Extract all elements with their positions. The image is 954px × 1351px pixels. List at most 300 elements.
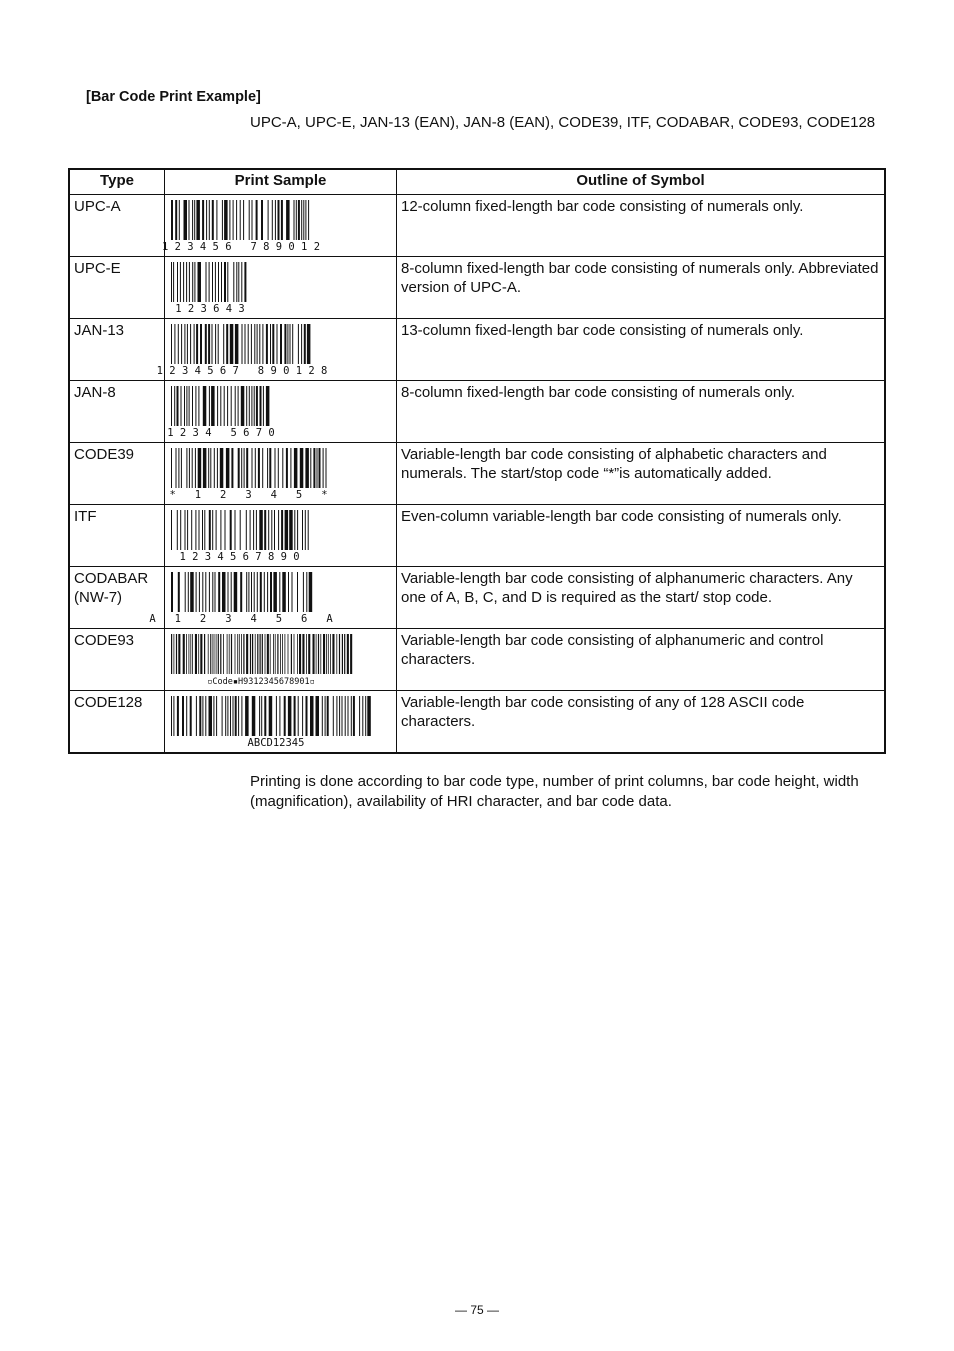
barcode-bar — [227, 262, 228, 302]
barcode-bar — [277, 324, 278, 364]
barcode-bar — [302, 510, 303, 550]
barcode-bar — [294, 448, 298, 488]
barcode-bar — [278, 200, 280, 240]
barcode-bar — [288, 696, 292, 736]
section-heading: [Bar Code Print Example] — [86, 89, 261, 105]
barcode-bar — [220, 448, 224, 488]
barcode-bar — [353, 696, 355, 736]
barcode-bar — [303, 200, 304, 240]
barcode-bar — [365, 696, 366, 736]
barcode-bar — [209, 262, 210, 302]
barcode-bar — [257, 324, 258, 364]
barcode-bar — [241, 262, 242, 302]
print-sample-cell — [156, 319, 397, 381]
barcode-bar — [204, 510, 205, 550]
barcode-bar — [244, 448, 245, 488]
barcode-bar — [249, 386, 250, 426]
barcode-bar — [212, 510, 213, 550]
barcode-bar — [195, 386, 196, 426]
barcode-bar — [184, 324, 185, 364]
barcode-bar — [296, 200, 297, 240]
barcode-image — [171, 260, 390, 314]
barcode-bar — [202, 696, 203, 736]
table-row — [69, 629, 885, 691]
barcode-image — [149, 570, 390, 625]
barcode-bar — [255, 448, 256, 488]
print-description: Printing is done according to bar code type, number of print columns, bar code height, width (magnification), availability of HRI character, and bar code data. — [250, 773, 859, 810]
barcode-bar — [240, 200, 241, 240]
barcode-bar — [185, 510, 186, 550]
barcode-bar — [252, 200, 253, 240]
barcode-bar — [301, 324, 302, 364]
barcode-bar — [241, 696, 242, 736]
barcode-bar — [253, 510, 254, 550]
barcode-bar — [208, 634, 209, 674]
barcode-bar — [310, 696, 314, 736]
barcode-bar — [180, 262, 181, 302]
barcode-bar — [285, 510, 289, 550]
barcode-bar — [228, 572, 229, 612]
print-sample-cell — [165, 691, 397, 754]
hri-text: ABCD12345 — [247, 737, 305, 749]
barcode-bar — [203, 386, 207, 426]
table-row — [69, 195, 885, 257]
type-cell: CODABAR (NW-7) — [69, 567, 165, 629]
print-sample-cell — [149, 567, 397, 629]
barcode-bar — [304, 324, 306, 364]
barcode-bar — [261, 696, 262, 736]
hri-text: 1 2 3 4 5 6 7 8 9 0 1 2 8 — [156, 365, 328, 377]
barcode-bar — [199, 572, 200, 612]
barcode-bar — [221, 262, 222, 302]
barcode-bar — [206, 200, 207, 240]
barcode-bar — [252, 634, 253, 674]
page-number: — 75 — — [454, 1303, 499, 1317]
print-sample-cell — [165, 257, 397, 319]
barcode-bar — [227, 634, 228, 674]
outline-cell: Variable-length bar code consisting of alphanumeric and control characters. — [397, 629, 886, 691]
barcode-bar — [272, 200, 273, 240]
barcode-bar — [173, 696, 174, 736]
type-cell: JAN-13 — [69, 319, 165, 381]
table-row — [69, 691, 885, 754]
barcode-bar — [306, 634, 307, 674]
barcode-bar — [176, 634, 177, 674]
barcode-bar — [175, 200, 177, 240]
barcode-bar — [277, 634, 278, 674]
barcode-bar — [208, 324, 210, 364]
barcode-bar — [214, 448, 215, 488]
barcode-bar — [178, 324, 179, 364]
barcode-bar — [261, 200, 263, 240]
barcode-image — [171, 632, 390, 686]
barcode-bar — [310, 448, 311, 488]
barcode-bar — [325, 696, 326, 736]
barcode-bar — [231, 386, 232, 426]
barcode-bar — [313, 634, 315, 674]
barcode-bar — [336, 634, 337, 674]
barcode-bar — [238, 262, 239, 302]
barcode-bar — [276, 696, 277, 736]
barcode-bar — [213, 696, 214, 736]
barcode-bar — [192, 262, 193, 302]
barcode-bar — [236, 200, 237, 240]
barcode-bar — [260, 634, 261, 674]
barcode-bar — [271, 510, 272, 550]
barcode-bar — [194, 324, 195, 364]
hri-text: 1 2 3 4 5 6 7 8 9 0 — [179, 551, 300, 563]
barcode-bar — [217, 448, 218, 488]
type-cell: UPC-E — [69, 257, 165, 319]
print-sample-cell — [161, 195, 397, 257]
hri-text: 1 2 3 4 5 6 7 8 9 0 1 2 — [161, 241, 321, 253]
barcode-bar — [362, 696, 363, 736]
barcode-bar — [256, 200, 258, 240]
barcode-bar — [306, 696, 308, 736]
barcode-bar — [286, 448, 288, 488]
barcode-bar — [196, 572, 197, 612]
barcode-bar — [200, 634, 202, 674]
barcode-bar — [269, 448, 271, 488]
barcode-bar — [216, 634, 217, 674]
barcode-bar — [243, 634, 244, 674]
barcode-bar — [239, 634, 240, 674]
barcode-bar — [289, 510, 293, 550]
barcode-bar — [235, 510, 236, 550]
barcode-bar — [236, 262, 237, 302]
barcode-bar — [270, 634, 271, 674]
barcode-bar — [342, 696, 343, 736]
barcode-bar — [235, 324, 239, 364]
barcode-bar — [225, 696, 226, 736]
barcode-bar — [246, 510, 247, 550]
barcode-bar — [177, 696, 179, 736]
barcode-bar — [282, 448, 283, 488]
barcode-bar — [171, 448, 172, 488]
barcode-bar — [275, 448, 276, 488]
barcode-bar — [218, 572, 220, 612]
barcode-bar — [246, 386, 247, 426]
barcode-bar — [216, 696, 217, 736]
barcode-bar — [218, 634, 219, 674]
barcode-bar — [212, 572, 213, 612]
type-cell: CODE128 — [69, 691, 165, 754]
barcode-bar — [252, 696, 256, 736]
barcode-bar — [256, 386, 258, 426]
type-cell: ITF — [69, 505, 165, 567]
barcode-bar — [269, 696, 273, 736]
barcode-bar — [288, 634, 289, 674]
barcode-bar — [179, 200, 180, 240]
barcode-bar — [326, 634, 327, 674]
barcode-bar — [284, 696, 286, 736]
barcode-bar — [202, 510, 203, 550]
barcode-bar — [212, 634, 213, 674]
barcode-bar — [195, 634, 197, 674]
barcode-bar — [196, 696, 197, 736]
barcode-bar — [222, 200, 223, 240]
barcode-bar — [308, 510, 309, 550]
barcode-bar — [220, 510, 221, 550]
barcode-table — [68, 168, 886, 754]
barcode-bar — [286, 200, 290, 240]
barcode-bar — [292, 324, 293, 364]
barcode-bar — [178, 572, 180, 612]
barcode-bar — [215, 324, 216, 364]
barcode-bar — [288, 572, 289, 612]
barcode-bar — [216, 510, 217, 550]
barcode-bar — [183, 634, 185, 674]
barcode-bar — [174, 386, 175, 426]
hri-text: * 1 2 3 4 5 * — [169, 489, 328, 501]
barcode-bar — [181, 324, 182, 364]
barcode-bar — [294, 510, 295, 550]
barcode-bar — [246, 634, 248, 674]
barcode-bar — [342, 634, 343, 674]
barcode-image — [156, 322, 390, 377]
barcode-bar — [285, 634, 286, 674]
table-header-row — [69, 169, 885, 195]
barcode-bar — [278, 510, 279, 550]
outline-cell: 8-column fixed-length bar code consisting of numerals only. Abbreviated version of UPC-A. — [397, 257, 886, 319]
barcode-bar — [218, 262, 219, 302]
barcode-bar — [174, 324, 175, 364]
barcode-bar — [178, 448, 179, 488]
barcode-bar — [323, 634, 325, 674]
barcode-bar — [230, 696, 231, 736]
barcode-bar — [278, 448, 279, 488]
barcode-bar — [275, 634, 276, 674]
barcode-bar — [241, 386, 245, 426]
barcode-bar — [245, 696, 249, 736]
barcode-bar — [198, 634, 199, 674]
barcode-bar — [224, 386, 225, 426]
barcode-bar — [220, 634, 221, 674]
barcode-bar — [336, 696, 337, 736]
barcode-bar — [243, 200, 244, 240]
barcode-bar — [171, 386, 172, 426]
barcode-bar — [303, 572, 304, 612]
barcode-bar — [171, 200, 173, 240]
barcode-bar — [174, 634, 175, 674]
barcode-bar — [215, 572, 216, 612]
barcode-bar — [204, 634, 205, 674]
barcode-bar — [190, 696, 192, 736]
barcode-bar — [205, 696, 206, 736]
barcode-bar — [330, 634, 331, 674]
barcode-bar — [171, 324, 172, 364]
barcode-bar — [189, 448, 190, 488]
barcode-bar — [301, 200, 302, 240]
barcode-bar — [292, 572, 293, 612]
barcode-bar — [215, 262, 216, 302]
barcode-bar — [217, 386, 218, 426]
barcode-bar — [256, 510, 257, 550]
barcode-bar — [198, 448, 202, 488]
barcode-bar — [333, 696, 334, 736]
table-row — [69, 381, 885, 443]
barcode-bar — [254, 324, 255, 364]
barcode-bar — [186, 448, 187, 488]
table-row — [69, 319, 885, 381]
barcode-bar — [264, 696, 266, 736]
barcode-bar — [246, 448, 248, 488]
barcode-bar — [205, 572, 206, 612]
barcode-bar — [258, 448, 260, 488]
barcode-bar — [282, 572, 286, 612]
barcode-image — [171, 508, 390, 562]
barcode-bar — [178, 634, 180, 674]
barcode-bar — [183, 262, 184, 302]
barcode-bar — [306, 572, 307, 612]
barcode-bar — [208, 448, 209, 488]
barcode-bar — [282, 634, 283, 674]
barcode-bar — [318, 634, 319, 674]
barcode-bar — [171, 572, 173, 612]
barcode-bar — [240, 572, 242, 612]
barcode-bar — [267, 572, 268, 612]
barcode-bar — [274, 510, 275, 550]
barcode-bar — [281, 200, 283, 240]
barcode-bar — [192, 386, 193, 426]
outline-cell: Variable-length bar code consisting of alphabetic characters and numerals. The start/stop code “*”is automatically added. — [397, 443, 886, 505]
hri-text: 1 2 3 6 4 3 — [175, 303, 245, 315]
barcode-bar — [231, 572, 232, 612]
barcode-bar — [264, 510, 266, 550]
outline-cell: Variable-length bar code consisting of any of 128 ASCII code characters. — [397, 691, 886, 754]
barcode-bar — [177, 510, 178, 550]
barcode-bar — [316, 634, 317, 674]
barcode-bar — [254, 386, 255, 426]
barcode-bar — [294, 696, 296, 736]
barcode-bar — [226, 448, 230, 488]
barcode-bar — [326, 448, 327, 488]
barcode-bar — [212, 200, 214, 240]
print-sample-cell — [165, 505, 397, 567]
barcode-bar — [198, 262, 202, 302]
barcode-bar — [211, 386, 215, 426]
table-row — [69, 257, 885, 319]
barcode-bar — [218, 324, 219, 364]
barcode-bar — [294, 634, 295, 674]
barcode-bar — [290, 448, 291, 488]
barcode-bar — [259, 324, 260, 364]
barcode-image — [161, 198, 390, 253]
barcode-bar — [252, 448, 253, 488]
barcode-bar — [328, 634, 329, 674]
barcode-bar — [267, 448, 268, 488]
table-row — [69, 443, 885, 505]
barcode-bar — [189, 386, 190, 426]
barcode-bar — [195, 448, 196, 488]
barcode-bar — [275, 200, 276, 240]
barcode-bar — [184, 386, 185, 426]
barcode-bar — [212, 324, 213, 364]
barcode-bar — [203, 448, 207, 488]
barcode-bar — [192, 634, 193, 674]
barcode-bar — [320, 634, 321, 674]
barcode-bar — [185, 572, 186, 612]
barcode-bar — [280, 324, 282, 364]
type-cell: CODE93 — [69, 629, 165, 691]
barcode-bar — [192, 200, 193, 240]
barcode-bar — [268, 200, 269, 240]
barcode-bar — [238, 386, 239, 426]
barcode-bar — [291, 634, 292, 674]
barcode-bar — [216, 200, 217, 240]
barcode-bar — [322, 696, 323, 736]
barcode-bar — [176, 448, 177, 488]
hri-text: A 1 2 3 4 5 6 A — [149, 613, 333, 625]
barcode-bar — [190, 324, 191, 364]
barcode-bar — [309, 572, 313, 612]
barcode-bar — [367, 696, 371, 736]
barcode-bar — [266, 386, 270, 426]
barcode-bar — [248, 572, 249, 612]
barcode-bar — [222, 572, 226, 612]
table-row — [69, 567, 885, 629]
barcode-bar — [171, 634, 172, 674]
type-cell: CODE39 — [69, 443, 165, 505]
barcode-bar — [195, 510, 196, 550]
barcode-bar — [209, 572, 210, 612]
barcode-bar — [245, 324, 246, 364]
barcode-bar — [188, 572, 189, 612]
barcode-bar — [181, 448, 182, 488]
barcode-bar — [212, 262, 213, 302]
barcode-bar — [264, 572, 265, 612]
barcode-bar — [233, 696, 234, 736]
outline-cell: 8-column fixed-length bar code consisting of numerals only. — [397, 381, 886, 443]
barcode-bar — [305, 448, 309, 488]
barcode-bar — [279, 696, 280, 736]
barcode-bar — [202, 572, 203, 612]
outline-cell: 13-column fixed-length bar code consisting of numerals only. — [397, 319, 886, 381]
barcode-bar — [263, 386, 264, 426]
barcode-bar — [190, 572, 194, 612]
barcode-bar — [344, 634, 345, 674]
barcode-bar — [189, 200, 190, 240]
barcode-bar — [234, 572, 238, 612]
barcode-bar — [273, 572, 277, 612]
barcode-bar — [298, 324, 299, 364]
barcode-bar — [198, 386, 199, 426]
barcode-bar — [266, 324, 268, 364]
barcode-bar — [192, 448, 193, 488]
barcode-bar — [348, 696, 349, 736]
barcode-bar — [187, 510, 188, 550]
barcode-bar — [235, 696, 237, 736]
barcode-bar — [199, 510, 200, 550]
barcode-bar — [307, 324, 311, 364]
barcode-bar — [251, 386, 252, 426]
barcode-bar — [323, 448, 324, 488]
barcode-bar — [231, 448, 233, 488]
barcode-bar — [209, 386, 210, 426]
barcode-bar — [238, 448, 240, 488]
barcode-bar — [210, 448, 211, 488]
barcode-bar — [240, 510, 241, 550]
barcode-bar — [260, 386, 262, 426]
barcode-bar — [202, 200, 204, 240]
barcode-bar — [190, 634, 191, 674]
barcode-bar — [244, 262, 246, 302]
barcode-bar — [249, 200, 250, 240]
print-sample-cell — [165, 629, 397, 691]
barcode-bar — [305, 510, 306, 550]
barcode-bar — [305, 200, 306, 240]
barcode-bar — [229, 634, 230, 674]
